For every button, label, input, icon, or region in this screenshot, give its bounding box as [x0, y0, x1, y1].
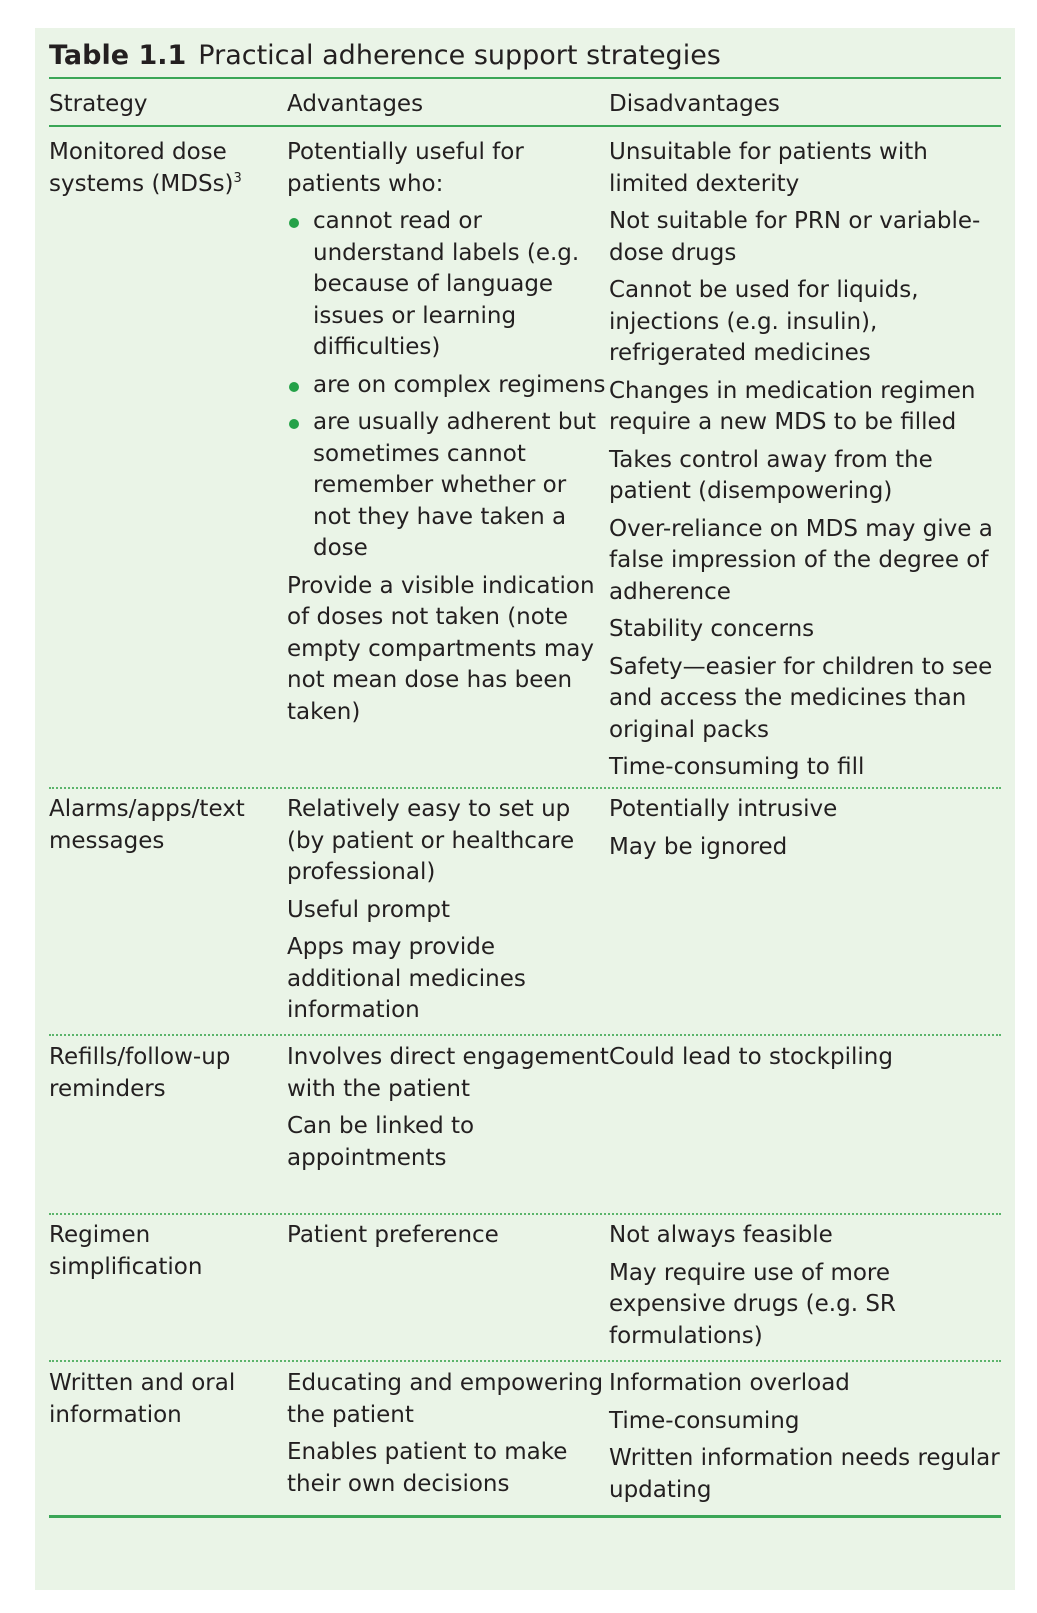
bullet-icon	[289, 218, 299, 228]
top-rule	[49, 77, 1001, 79]
row-5-disadvantages	[609, 1368, 1005, 1512]
disadvantage-item: Stability concerns	[609, 616, 815, 642]
disadvantage-item: May require use of more expensive drugs (e.g. SR formulations)	[609, 1259, 896, 1349]
row-2-advantages	[287, 794, 609, 1033]
row-separator	[49, 1034, 1001, 1036]
disadvantage-item: Not always feasible	[609, 1222, 833, 1248]
disadvantage-item: Cannot be used for liquids, injections (e.g. insulin), refrigerated medicines	[609, 277, 919, 366]
header-strategy: Strategy	[49, 91, 148, 117]
row-5-strategy	[49, 1368, 279, 1437]
table-number: Table 1.1	[49, 40, 187, 71]
list-item: cannot read or understand labels (e.g. because of language issues or learning difficulties)	[287, 206, 609, 364]
row-4-strategy	[49, 1220, 279, 1289]
bullet-icon	[289, 382, 299, 392]
advantage-item: Relatively easy to set up (by patient or healthcare professional)	[287, 796, 575, 885]
disadvantage-item: Over-reliance on MDS may give a false impression of the degree of adherence	[609, 515, 993, 605]
advantage-item: Educating and empowering the patient	[287, 1370, 604, 1428]
row-1-advantages	[287, 137, 609, 734]
row-3-disadvantages	[609, 1042, 1005, 1080]
strategy-text: Refills/follow-up reminders	[49, 1044, 231, 1102]
advantage-item: Enables patient to make their own decisions	[287, 1439, 568, 1497]
row-2-disadvantages	[609, 794, 1005, 869]
advantage-item: Involves direct engagement with the patient	[287, 1044, 609, 1102]
advantage-item: Useful prompt	[287, 896, 450, 923]
row-separator	[49, 1213, 1001, 1215]
list-item: are usually adherent but sometimes cannot remember whether or not they have taken a dose	[287, 407, 609, 565]
row-2-strategy	[49, 794, 279, 863]
list-item: are on complex regimens	[287, 370, 609, 402]
disadvantage-item: Safety—easier for children to see and access the medicines than original packs	[609, 653, 993, 743]
table-panel	[35, 28, 1015, 1590]
disadvantage-item: Could lead to stockpiling	[609, 1044, 893, 1070]
advantage-item: Potentially useful for patients who:	[287, 139, 524, 197]
disadvantage-item: Information overload	[609, 1370, 850, 1396]
disadvantage-item: May be ignored	[609, 833, 788, 860]
header-disadvantages: Disadvantages	[609, 91, 780, 117]
disadvantage-item: Changes in medication regimen require a new MDS to be filled	[609, 377, 976, 435]
strategy-text: Written and oral information	[49, 1370, 236, 1428]
disadvantage-item: Unsuitable for patients with limited dexterity	[609, 139, 928, 197]
row-5-advantages	[287, 1368, 609, 1506]
advantage-item: Can be linked to appointments	[287, 1113, 475, 1171]
row-separator	[49, 787, 1001, 789]
disadvantage-item: Time-consuming to fill	[609, 754, 865, 780]
strategy-text: Monitored dose systems (MDSs)$^3$	[49, 139, 242, 197]
strategy-text: Alarms/apps/text messages	[49, 796, 245, 854]
advantage-item: Patient preference	[287, 1222, 499, 1248]
header-rule	[49, 125, 1001, 127]
table-title: Practical adherence support strategies	[198, 40, 721, 71]
disadvantage-item: Not suitable for PRN or variable-dose drugs	[609, 208, 981, 266]
row-3-advantages	[287, 1042, 609, 1180]
row-3-strategy	[49, 1042, 279, 1111]
disadvantage-item: Takes control away from the patient (disempowering)	[609, 446, 933, 504]
disadvantage-item: Written information needs regular updating	[609, 1445, 1000, 1503]
advantage-item: Provide a visible indication of doses not taken (note empty compartments may not mean dose has been taken)	[287, 572, 595, 725]
row-4-advantages	[287, 1220, 609, 1258]
bottom-rule	[49, 1515, 1001, 1518]
row-separator	[49, 1360, 1001, 1362]
disadvantage-item: Time-consuming	[609, 1407, 800, 1434]
advantage-bullet-list	[287, 206, 609, 565]
table-caption	[49, 36, 721, 76]
row-1-strategy	[49, 137, 279, 206]
footnote-ref: 3	[233, 170, 242, 186]
header-advantages: Advantages	[287, 91, 424, 117]
disadvantage-item: Potentially intrusive	[609, 796, 838, 822]
row-1-disadvantages	[609, 137, 1005, 790]
strategy-text: Regimen simplification	[49, 1222, 203, 1280]
row-4-disadvantages	[609, 1220, 1005, 1358]
bullet-icon	[289, 419, 299, 429]
advantage-item: Apps may provide additional medicines information	[287, 934, 526, 1023]
